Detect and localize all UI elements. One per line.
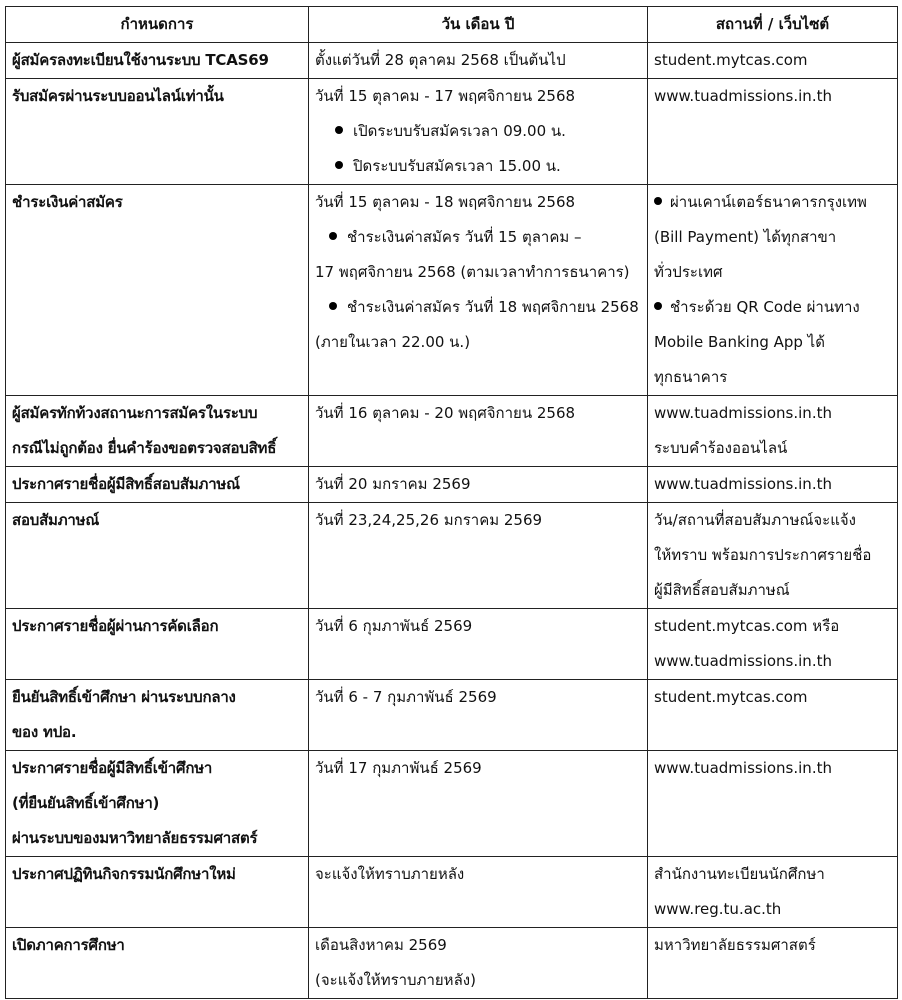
event-text: ประกาศรายชื่อผู้มีสิทธิ์สอบสัมภาษณ์ xyxy=(12,475,240,493)
place-text: ระบบคำร้องออนไลน์ xyxy=(654,439,788,457)
event-cell xyxy=(6,680,309,751)
bullet-dot-icon xyxy=(329,232,337,240)
bullet-text: เปิดระบบรับสมัครเวลา 09.00 น. xyxy=(353,122,566,140)
date-cell xyxy=(309,185,648,396)
bullet-text: ผ่านเคาน์เตอร์ธนาคารกรุงเทพ xyxy=(670,193,867,211)
date-bullet xyxy=(315,149,641,184)
date-cell xyxy=(309,857,648,928)
date-cell xyxy=(309,79,648,185)
place-text: student.mytcas.com หรือ xyxy=(654,617,840,635)
table-row xyxy=(6,185,898,396)
date-cell xyxy=(309,609,648,680)
event-text: ผู้สมัครทักท้วงสถานะการสมัครในระบบ xyxy=(12,404,258,422)
date-text: จะแจ้งให้ทราบภายหลัง xyxy=(315,865,465,883)
place-text: www.tuadmissions.in.th xyxy=(654,759,832,777)
place-cell xyxy=(648,79,898,185)
date-text: วันที่ 15 ตุลาคม - 17 พฤศจิกายน 2568 xyxy=(315,87,576,105)
event-text: ยืนยันสิทธิ์เข้าศึกษา ผ่านระบบกลาง xyxy=(12,688,236,706)
date-cell xyxy=(309,503,648,609)
date-text: วันที่ 20 มกราคม 2569 xyxy=(315,475,471,493)
date-text: วันที่ 6 กุมภาพันธ์ 2569 xyxy=(315,617,473,635)
date-text: เดือนสิงหาคม 2569 xyxy=(315,936,447,954)
date-text: วันที่ 23,24,25,26 มกราคม 2569 xyxy=(315,511,543,529)
place-text: ผู้มีสิทธิ์สอบสัมภาษณ์ xyxy=(654,581,790,599)
bullet-text-continued: (ภายในเวลา 22.00 น.) xyxy=(315,333,471,351)
bullet-dot-icon xyxy=(335,161,343,169)
place-text: www.reg.tu.ac.th xyxy=(654,900,782,918)
event-cell xyxy=(6,751,309,857)
table-row xyxy=(6,79,898,185)
table-row xyxy=(6,751,898,857)
event-cell xyxy=(6,857,309,928)
bullet-text-continued: (Bill Payment) ได้ทุกสาขา xyxy=(654,228,837,246)
bullet-dot-icon xyxy=(654,197,662,205)
place-cell xyxy=(648,185,898,396)
date-text: วันที่ 6 - 7 กุมภาพันธ์ 2569 xyxy=(315,688,497,706)
place-cell xyxy=(648,857,898,928)
event-text: เปิดภาคการศึกษา xyxy=(12,936,125,954)
event-text: ประกาศรายชื่อผู้มีสิทธิ์เข้าศึกษา xyxy=(12,759,213,777)
event-cell xyxy=(6,79,309,185)
event-cell xyxy=(6,396,309,467)
header-event: กำหนดการ xyxy=(6,7,309,43)
date-bullet xyxy=(315,220,641,255)
table-row xyxy=(6,396,898,467)
place-text: สำนักงานทะเบียนนักศึกษา xyxy=(654,865,825,883)
date-cell xyxy=(309,928,648,999)
place-cell xyxy=(648,751,898,857)
date-cell xyxy=(309,396,648,467)
place-bullet xyxy=(654,185,891,220)
date-text: ตั้งแต่วันที่ 28 ตุลาคม 2568 เป็นต้นไป xyxy=(315,51,566,69)
date-cell xyxy=(309,751,648,857)
date-text: (จะแจ้งให้ทราบภายหลัง) xyxy=(315,971,476,989)
place-bullet xyxy=(654,290,891,325)
event-text: กรณีไม่ถูกต้อง ยื่นคำร้องขอตรวจสอบสิทธิ์ xyxy=(12,439,277,457)
event-text: สอบสัมภาษณ์ xyxy=(12,511,100,529)
bullet-dot-icon xyxy=(335,126,343,134)
bullet-text: ชำระเงินค่าสมัคร วันที่ 18 พฤศจิกายน 2568 xyxy=(347,298,639,316)
table-row xyxy=(6,467,898,503)
table-row xyxy=(6,503,898,609)
bullet-text-continued: 17 พฤศจิกายน 2568 (ตามเวลาทำการธนาคาร) xyxy=(315,263,630,281)
event-text: รับสมัครผ่านระบบออนไลน์เท่านั้น xyxy=(12,87,224,105)
date-text: วันที่ 15 ตุลาคม - 18 พฤศจิกายน 2568 xyxy=(315,193,576,211)
date-cell xyxy=(309,43,648,79)
table-row xyxy=(6,857,898,928)
event-text: ของ ทปอ. xyxy=(12,723,77,741)
place-cell xyxy=(648,928,898,999)
event-text: ประกาศรายชื่อผู้ผ่านการคัดเลือก xyxy=(12,617,219,635)
place-text: student.mytcas.com xyxy=(654,688,808,706)
event-cell xyxy=(6,928,309,999)
schedule-table xyxy=(5,6,898,999)
event-cell xyxy=(6,609,309,680)
event-text: ชำระเงินค่าสมัคร xyxy=(12,193,123,211)
place-text: www.tuadmissions.in.th xyxy=(654,87,832,105)
place-text: ให้ทราบ พร้อมการประกาศรายชื่อ xyxy=(654,546,872,564)
place-text: มหาวิทยาลัยธรรมศาสตร์ xyxy=(654,936,816,954)
place-text: www.tuadmissions.in.th xyxy=(654,404,832,422)
date-cell xyxy=(309,680,648,751)
bullet-dot-icon xyxy=(329,302,337,310)
date-bullet xyxy=(315,290,641,325)
table-row xyxy=(6,609,898,680)
place-cell xyxy=(648,680,898,751)
date-text: วันที่ 16 ตุลาคม - 20 พฤศจิกายน 2568 xyxy=(315,404,576,422)
bullet-text-continued: Mobile Banking App ได้ xyxy=(654,333,825,351)
bullet-text-continued: ทุกธนาคาร xyxy=(654,368,728,386)
event-cell xyxy=(6,185,309,396)
header-date: วัน เดือน ปี xyxy=(309,7,648,43)
date-text: วันที่ 17 กุมภาพันธ์ 2569 xyxy=(315,759,482,777)
place-text: www.tuadmissions.in.th xyxy=(654,475,832,493)
bullet-text: ชำระด้วย QR Code ผ่านทาง xyxy=(670,298,860,316)
place-cell xyxy=(648,609,898,680)
place-text: www.tuadmissions.in.th xyxy=(654,652,832,670)
header-place: สถานที่ / เว็บไซต์ xyxy=(648,7,898,43)
table-row xyxy=(6,928,898,999)
table-row xyxy=(6,680,898,751)
event-cell xyxy=(6,503,309,609)
bullet-text-continued: ทั่วประเทศ xyxy=(654,263,723,281)
date-bullet xyxy=(315,114,641,149)
event-text: ผ่านระบบของมหาวิทยาลัยธรรมศาสตร์ xyxy=(12,829,258,847)
place-cell xyxy=(648,503,898,609)
place-cell xyxy=(648,43,898,79)
schedule-document xyxy=(5,6,898,999)
table-header-row xyxy=(6,7,898,43)
date-cell xyxy=(309,467,648,503)
place-cell xyxy=(648,396,898,467)
event-text: ประกาศปฏิทินกิจกรรมนักศึกษาใหม่ xyxy=(12,865,236,883)
place-text: student.mytcas.com xyxy=(654,51,808,69)
place-text: วัน/สถานที่สอบสัมภาษณ์จะแจ้ง xyxy=(654,511,857,529)
event-cell xyxy=(6,467,309,503)
bullet-text: ปิดระบบรับสมัครเวลา 15.00 น. xyxy=(353,157,561,175)
place-cell xyxy=(648,467,898,503)
bullet-dot-icon xyxy=(654,302,662,310)
event-text: (ที่ยืนยันสิทธิ์เข้าศึกษา) xyxy=(12,794,160,812)
table-row xyxy=(6,43,898,79)
event-text: ผู้สมัครลงทะเบียนใช้งานระบบ TCAS69 xyxy=(12,51,269,69)
event-cell xyxy=(6,43,309,79)
bullet-text: ชำระเงินค่าสมัคร วันที่ 15 ตุลาคม – xyxy=(347,228,582,246)
